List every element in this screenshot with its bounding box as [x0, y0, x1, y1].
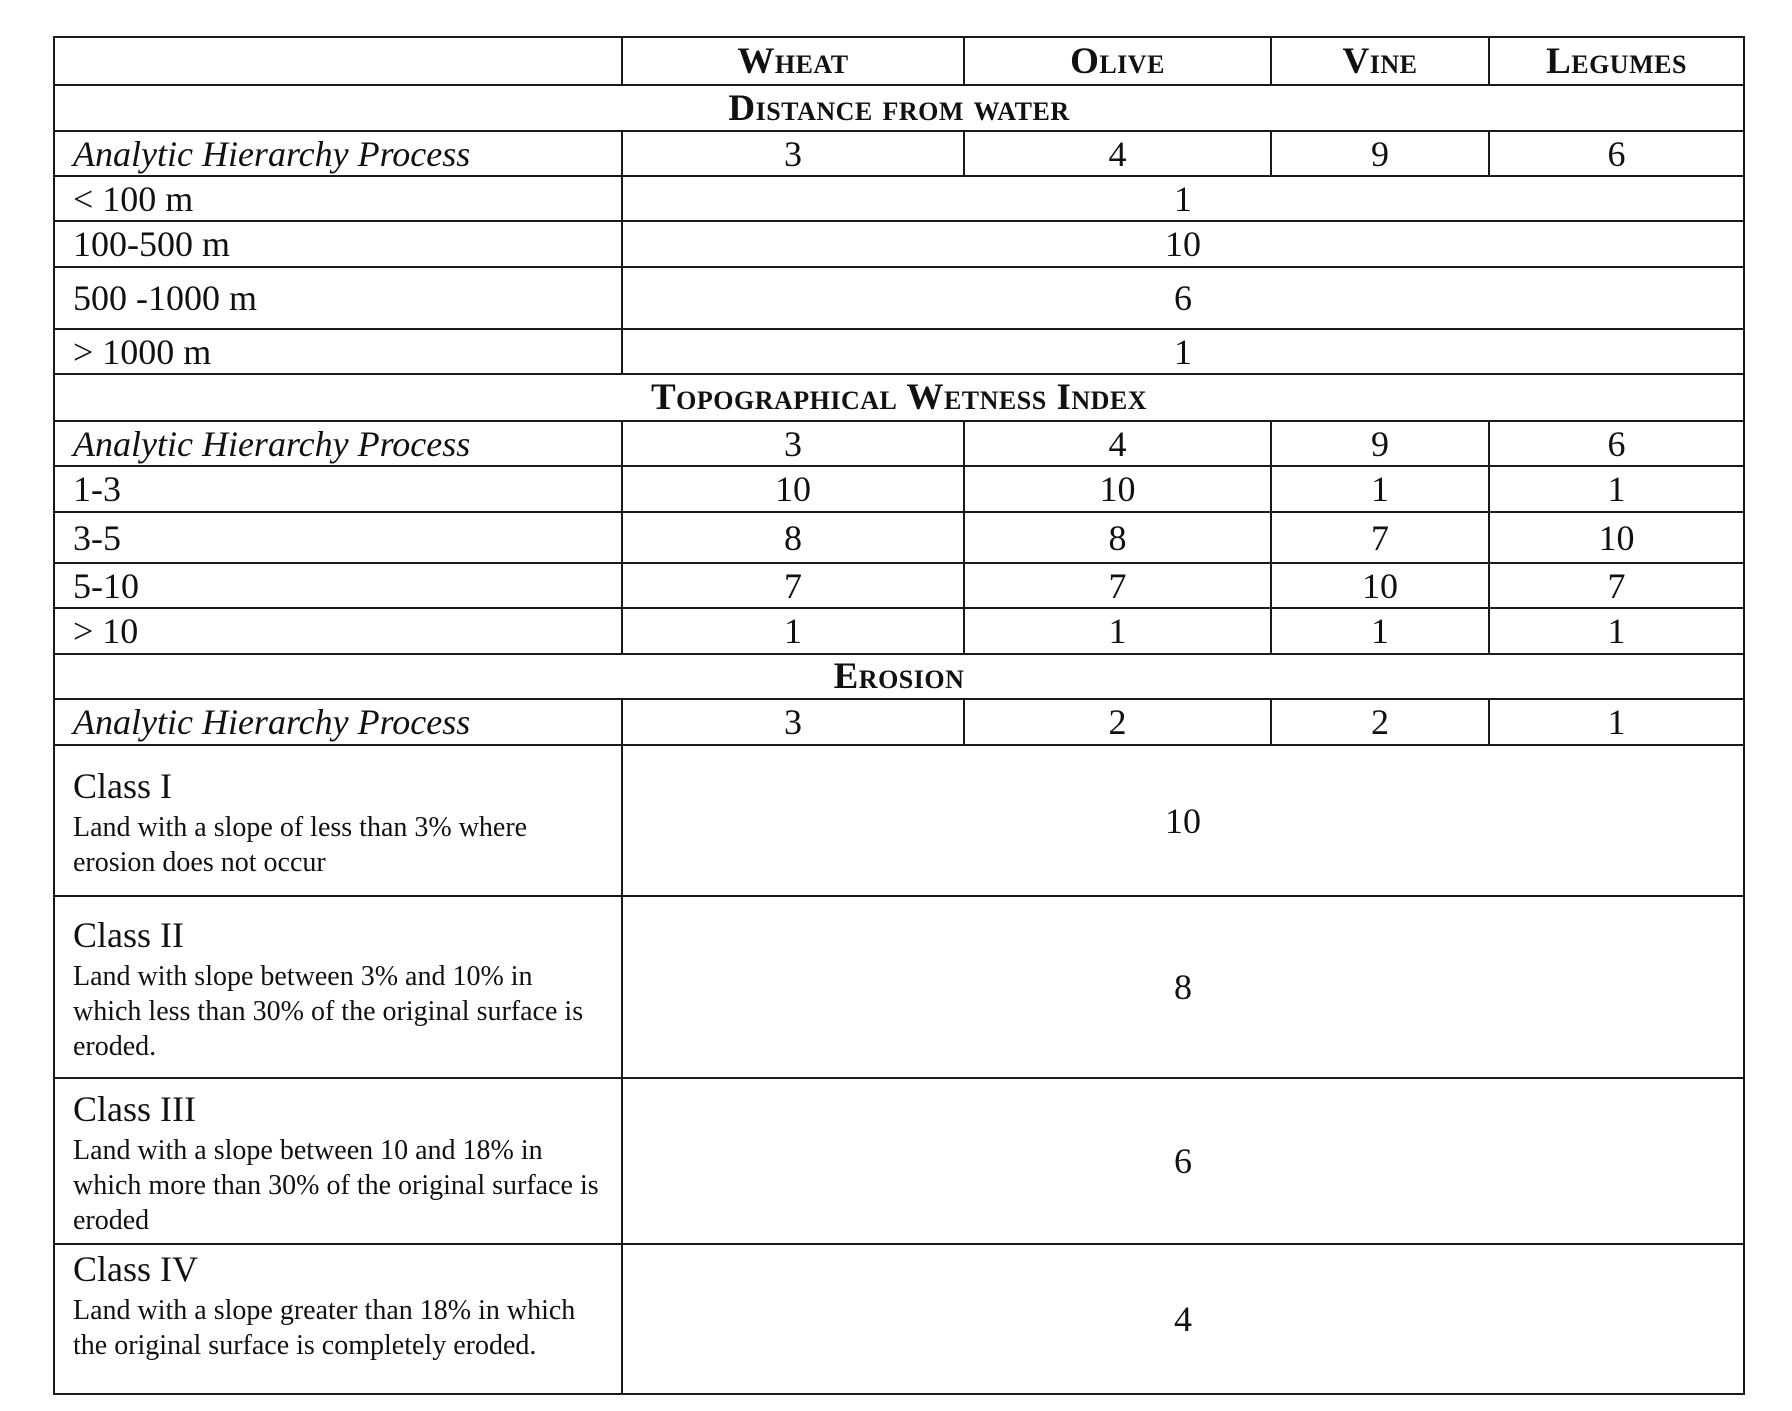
ahp-row-distance: [54, 131, 1744, 176]
value-wheat: 8: [622, 512, 964, 563]
erosion-class-row: [54, 1078, 1744, 1244]
column-header-olive: Olive: [964, 37, 1271, 85]
ahp-row-erosion: [54, 699, 1744, 745]
column-header-vine: Vine: [1271, 37, 1489, 85]
value-vine: 7: [1271, 512, 1489, 563]
erosion-class-row: [54, 896, 1744, 1078]
erosion-class-cell: [54, 1244, 622, 1394]
table-row: [54, 608, 1744, 654]
row-label: > 10: [54, 608, 622, 654]
ahp-label: Analytic Hierarchy Process: [54, 699, 622, 745]
erosion-class-description: Land with a slope between 10 and 18% in which more than 30% of the original surface is eroded: [73, 1135, 599, 1236]
table-row: [54, 267, 1744, 329]
erosion-class-title: Class I: [73, 766, 172, 806]
ahp-value-vine: 9: [1271, 421, 1489, 466]
table-row: [54, 466, 1744, 512]
header-row: [54, 37, 1744, 85]
table-row: [54, 329, 1744, 374]
value-olive: 7: [964, 563, 1271, 608]
ahp-value-olive: 4: [964, 421, 1271, 466]
row-label: 100-500 m: [54, 221, 622, 267]
value-vine: 1: [1271, 608, 1489, 654]
section-row-distance: [54, 85, 1744, 131]
erosion-class-cell: [54, 1078, 622, 1244]
erosion-class-description: Land with a slope of less than 3% where erosion does not occur: [73, 812, 528, 878]
value-wheat: 10: [622, 466, 964, 512]
table-row: [54, 221, 1744, 267]
erosion-class-value: 6: [622, 1078, 1744, 1244]
table-row: [54, 563, 1744, 608]
erosion-class-value: 4: [622, 1244, 1744, 1394]
erosion-class-value: 8: [622, 896, 1744, 1078]
erosion-class-title: Class III: [73, 1089, 196, 1129]
row-value: 6: [622, 267, 1744, 329]
section-title-erosion: Erosion: [54, 654, 1744, 699]
value-legumes: 10: [1489, 512, 1744, 563]
ahp-value-olive: 4: [964, 131, 1271, 176]
suitability-table: [53, 36, 1745, 1395]
table-row: [54, 176, 1744, 221]
erosion-class-description: Land with slope between 3% and 10% in which less than 30% of the original surface is eroded.: [73, 961, 584, 1062]
section-title-twi: Topographical Wetness Index: [54, 374, 1744, 421]
row-value: 1: [622, 329, 1744, 374]
ahp-label: Analytic Hierarchy Process: [54, 421, 622, 466]
section-title-distance: Distance from water: [54, 85, 1744, 131]
section-row-erosion: [54, 654, 1744, 699]
ahp-value-wheat: 3: [622, 131, 964, 176]
ahp-value-vine: 2: [1271, 699, 1489, 745]
ahp-value-wheat: 3: [622, 421, 964, 466]
ahp-value-legumes: 6: [1489, 131, 1744, 176]
corner-cell: [54, 37, 622, 85]
section-row-twi: [54, 374, 1744, 421]
value-olive: 10: [964, 466, 1271, 512]
row-label: > 1000 m: [54, 329, 622, 374]
value-wheat: 1: [622, 608, 964, 654]
ahp-label: Analytic Hierarchy Process: [54, 131, 622, 176]
erosion-class-row: [54, 1244, 1744, 1394]
erosion-class-title: Class II: [73, 915, 184, 955]
table-row: [54, 512, 1744, 563]
ahp-row-twi: [54, 421, 1744, 466]
erosion-class-value: 10: [622, 745, 1744, 896]
value-legumes: 7: [1489, 563, 1744, 608]
ahp-value-wheat: 3: [622, 699, 964, 745]
value-legumes: 1: [1489, 608, 1744, 654]
row-value: 10: [622, 221, 1744, 267]
erosion-class-cell: [54, 745, 622, 896]
ahp-value-vine: 9: [1271, 131, 1489, 176]
erosion-class-row: [54, 745, 1744, 896]
erosion-class-cell: [54, 896, 622, 1078]
row-label: 1-3: [54, 466, 622, 512]
value-legumes: 1: [1489, 466, 1744, 512]
value-vine: 1: [1271, 466, 1489, 512]
row-label: 5-10: [54, 563, 622, 608]
row-value: 1: [622, 176, 1744, 221]
ahp-value-legumes: 6: [1489, 421, 1744, 466]
value-olive: 8: [964, 512, 1271, 563]
row-label: 3-5: [54, 512, 622, 563]
value-wheat: 7: [622, 563, 964, 608]
erosion-class-description: Land with a slope greater than 18% in which the original surface is completely eroded.: [73, 1295, 576, 1361]
value-vine: 10: [1271, 563, 1489, 608]
column-header-legumes: Legumes: [1489, 37, 1744, 85]
ahp-value-legumes: 1: [1489, 699, 1744, 745]
erosion-class-title: Class IV: [73, 1249, 198, 1289]
ahp-value-olive: 2: [964, 699, 1271, 745]
row-label: 500 -1000 m: [54, 267, 622, 329]
column-header-wheat: Wheat: [622, 37, 964, 85]
value-olive: 1: [964, 608, 1271, 654]
row-label: < 100 m: [54, 176, 622, 221]
